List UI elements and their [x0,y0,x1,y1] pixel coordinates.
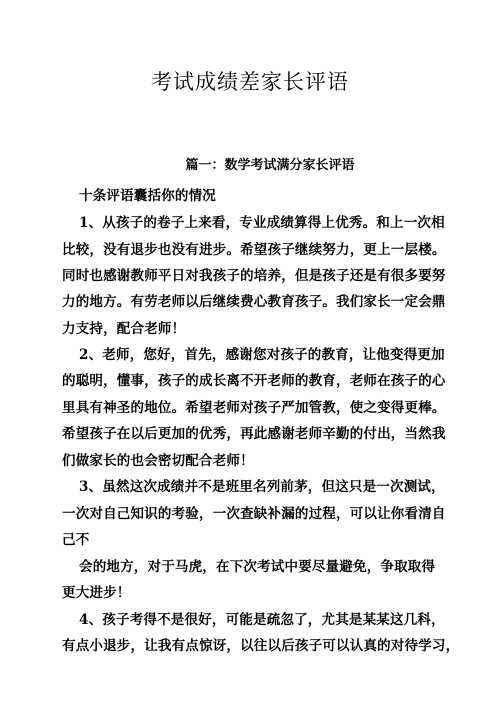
text-line: 1、从孩子的卷子上来看，专业成绩算得上优秀。和上一次相 [79,215,445,231]
text-line: 3、虽然这次成绩并不是班里名列前茅，但这只是一次测试， [79,479,445,495]
text-line: 更大进步！ [62,585,131,601]
text-line: 希望孩子在以后更加的优秀，再此感谢老师辛勤的付出，当然我 [62,426,446,442]
text-line: 的聪明，懂事，孩子的成长离不开老师的教育，老师在孩子的心 [62,373,446,389]
text-line: 一次对自己知识的考验，一次查缺补漏的过程，可以让你看清自 [62,506,446,522]
text-line: 力支持，配合老师！ [62,321,186,337]
text-line: 们做家长的也会密切配合老师！ [62,453,254,469]
text-line: 有点小退步，让我有点惊讶，以往以后孩子可以认真的对待学习， [62,638,460,654]
text-line: 4、孩子考得不是很好，可能是疏忽了，尤其是某某这几科， [79,612,445,628]
text-line: 十条评语囊括你的情况 [79,188,216,204]
text-line: 会的地方，对于马虎，在下次考试中要尽量避免，争取取得 [79,559,436,575]
document-title: 考试成绩差家长评语 [151,70,349,94]
text-line: 比较，没有退步也没有进步。希望孩子继续努力，更上一层楼。 [62,242,446,258]
text-line: 同时也感谢教师平日对我孩子的培养，但是孩子还是有很多要努 [62,268,446,284]
document-subtitle: 篇一：数学考试满分家长评语 [185,158,355,173]
text-line: 2、老师，您好，首先，感谢您对孩子的教育，让他变得更加 [79,347,445,363]
text-line: 己不 [62,532,90,548]
text-line: 力的地方。有劳老师以后继续费心教育孩子。我们家长一定会鼎 [62,294,446,310]
text-line: 里具有神圣的地位。希望老师对孩子严加管教，使之变得更棒。 [62,400,446,416]
